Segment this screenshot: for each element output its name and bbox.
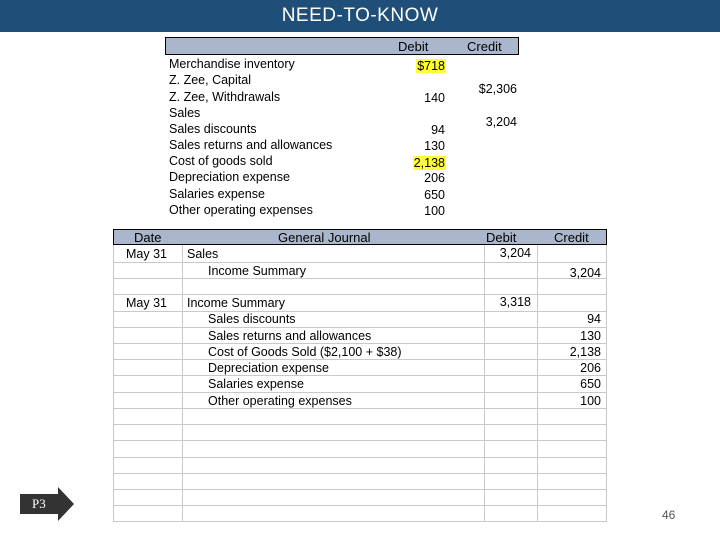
account-name: Salaries expense [169, 187, 265, 201]
trial-balance-row [0, 73, 720, 96]
journal-account: Income Summary [187, 296, 285, 310]
grid-row-line [113, 375, 607, 376]
grid-row-line [113, 505, 607, 506]
arrow-icon [20, 487, 74, 521]
journal-account: Salaries expense [208, 377, 304, 391]
debit-amount: 100 [424, 204, 445, 218]
debit-amount: 650 [424, 188, 445, 202]
journal-date: May 31 [126, 247, 167, 261]
grid-row-line [113, 408, 607, 409]
journal-header [113, 229, 607, 245]
trial-balance-header [165, 37, 519, 55]
journal-debit: 3,318 [499, 295, 531, 309]
grid-row-line [113, 262, 607, 263]
debit-amount: 130 [424, 139, 445, 153]
grid-row-line [113, 457, 607, 458]
journal-account: Depreciation expense [208, 361, 329, 375]
journal-date-header: Date [134, 230, 162, 245]
grid-row-line [113, 392, 607, 393]
trial-balance-row [0, 187, 720, 203]
grid-row-line [113, 440, 607, 441]
journal-account: Cost of Goods Sold ($2,100 + $38) [208, 345, 402, 359]
trial-balance-row [0, 154, 720, 170]
grid-row-line [113, 521, 607, 522]
grid-row-line [113, 327, 607, 328]
account-name: Z. Zee, Withdrawals [169, 90, 281, 104]
journal-title: General Journal [278, 230, 371, 245]
account-name: Z. Zee, Capital [169, 73, 251, 87]
debit-amount: 94 [431, 123, 445, 137]
credit-amount: $2,306 [478, 82, 517, 96]
account-name: Depreciation expense [169, 170, 290, 184]
slide-title: NEED-TO-KNOW [281, 5, 439, 26]
debit-amount: 206 [424, 171, 445, 185]
journal-credit: 650 [580, 377, 601, 391]
objective-label: P3 [32, 496, 46, 511]
page-number: 46 [662, 508, 676, 522]
journal-account: Other operating expenses [208, 394, 352, 408]
grid-row-line [113, 424, 607, 425]
journal-account: Sales discounts [208, 312, 296, 326]
grid-column-line [537, 245, 538, 522]
account-name: Other operating expenses [169, 203, 313, 217]
grid-column-line [606, 245, 607, 522]
journal-account: Sales returns and allowances [208, 329, 372, 343]
journal-debit-header: Debit [486, 230, 517, 245]
journal-credit-header: Credit [554, 230, 589, 245]
debit-amount: 140 [424, 91, 445, 105]
journal-credit: 206 [580, 361, 601, 375]
grid-row-line [113, 489, 607, 490]
trial-balance-row [0, 57, 720, 73]
journal-credit: 2,138 [569, 345, 601, 359]
journal-account: Income Summary [208, 264, 306, 278]
slide-title-banner [0, 0, 720, 32]
grid-row-line [113, 294, 607, 295]
trial-balance-debit-header: Debit [398, 39, 429, 54]
grid-column-line [113, 245, 114, 522]
account-name: Sales [169, 106, 201, 120]
debit-amount: $718 [417, 59, 445, 73]
journal-debit: 3,204 [499, 246, 531, 260]
trial-balance-row [0, 170, 720, 186]
journal-date: May 31 [126, 296, 167, 310]
grid-row-line [113, 278, 607, 279]
credit-amount: 3,204 [485, 115, 517, 129]
trial-balance-credit-header: Credit [467, 39, 502, 54]
grid-row-line [113, 311, 607, 312]
grid-row-line [113, 359, 607, 360]
trial-balance-row [0, 90, 720, 106]
journal-grid [113, 245, 607, 522]
objective-p3-button[interactable] [20, 487, 74, 521]
journal-credit: 94 [587, 312, 601, 326]
trial-balance-row [0, 203, 720, 219]
journal-account: Sales [187, 247, 219, 261]
journal-credit: 130 [580, 329, 601, 343]
account-name: Cost of goods sold [169, 154, 273, 168]
grid-column-line [484, 245, 485, 522]
journal-credit: 3,204 [569, 266, 601, 280]
account-name: Merchandise inventory [169, 57, 295, 71]
trial-balance-row [0, 122, 720, 138]
journal-credit: 100 [580, 394, 601, 408]
grid-row-line [113, 473, 607, 474]
debit-amount: 2,138 [413, 156, 445, 170]
trial-balance-row [0, 138, 720, 154]
account-name: Sales discounts [169, 122, 257, 136]
grid-row-line [113, 343, 607, 344]
account-name: Sales returns and allowances [169, 138, 333, 152]
grid-column-line [182, 245, 183, 522]
